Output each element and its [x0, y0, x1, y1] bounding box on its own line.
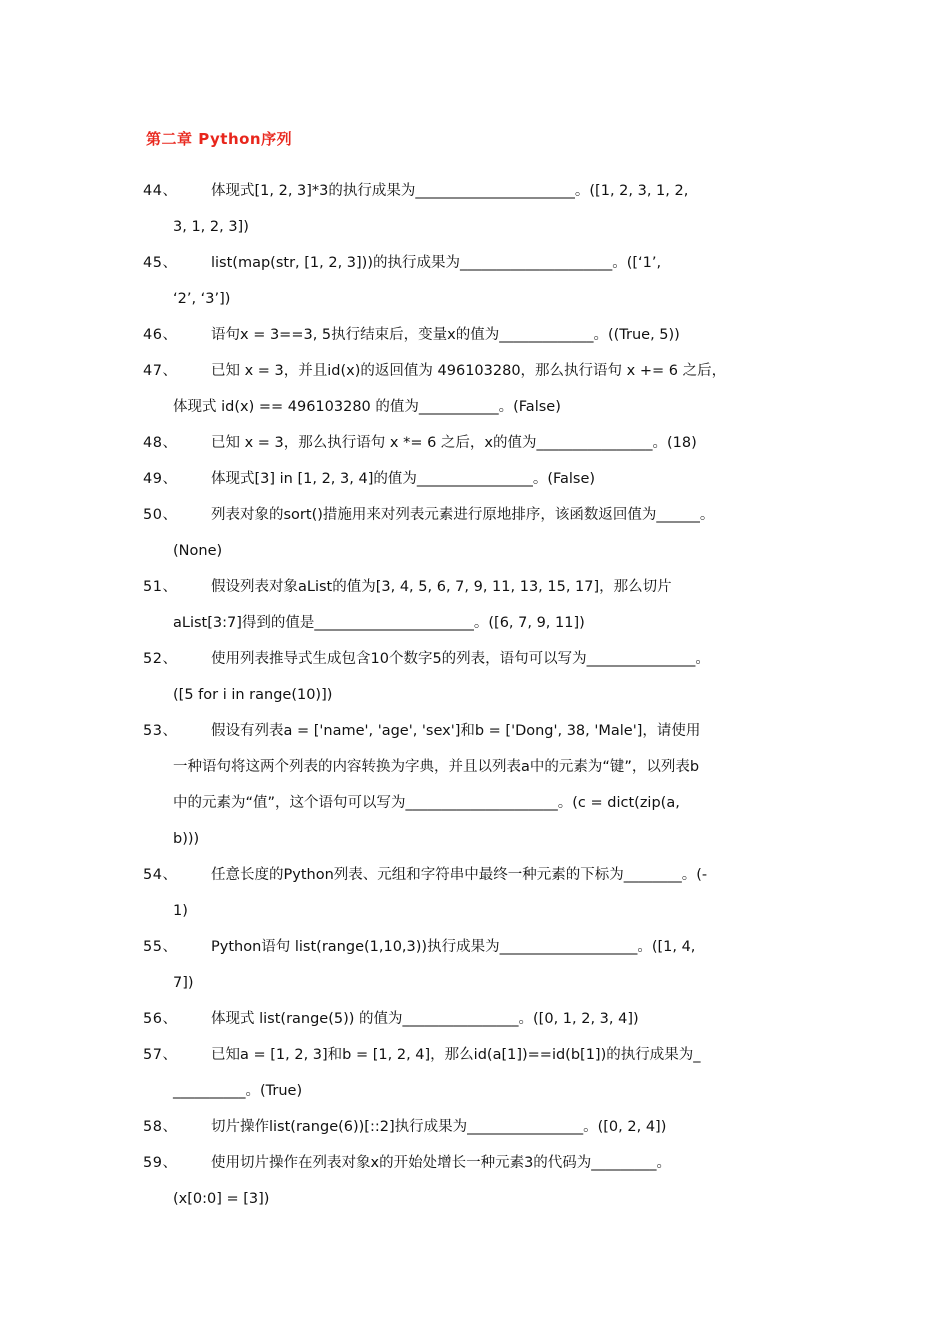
question-number: 49、	[143, 471, 178, 487]
question-text	[143, 461, 813, 497]
question-text	[143, 1001, 813, 1037]
question-item	[143, 353, 813, 425]
question-line: (x[0:0] = [3])	[173, 1191, 270, 1207]
question-line: 任意长度的Python列表、元组和字符串中最终一种元素的下标为________。(-	[211, 867, 708, 883]
question-line: list(map(str, [1, 2, 3]))的执行成果为_____________________。([‘1’,	[211, 255, 662, 271]
question-line: 已知 x = 3，并且id(x)的返回值为 496103280，那么执行语句 x += 6 之后，	[211, 363, 727, 379]
question-text	[143, 173, 813, 245]
question-line: 假设列表对象aList的值为[3, 4, 5, 6, 7, 9, 11, 13, 15, 17]，那么切片	[211, 579, 672, 595]
question-number: 47、	[143, 363, 178, 379]
question-line: 已知 x = 3，那么执行语句 x *= 6 之后，x的值为________________。(18)	[211, 435, 697, 451]
question-text	[143, 929, 813, 1001]
question-number: 59、	[143, 1155, 178, 1171]
question-line: 体现式[1, 2, 3]*3的执行成果为______________________。([1, 2, 3, 1, 2,	[211, 183, 689, 199]
question-text	[143, 1037, 813, 1109]
question-item	[143, 1145, 813, 1217]
chapter-title: 第二章 Python序列	[146, 130, 293, 148]
question-item	[143, 641, 813, 713]
question-line: 一种语句将这两个列表的内容转换为字典，并且以列表a中的元素为“键”，以列表b	[173, 759, 700, 775]
question-list	[143, 173, 813, 1217]
question-line: b)))	[173, 831, 200, 847]
question-line: 切片操作list(range(6))[::2]执行成果为________________。([0, 2, 4])	[211, 1119, 667, 1135]
question-line: 7])	[173, 975, 194, 991]
question-text	[143, 713, 813, 857]
question-line: ‘2’, ‘3’])	[173, 291, 231, 307]
question-item	[143, 713, 813, 857]
question-item	[143, 245, 813, 317]
question-item	[143, 317, 813, 353]
question-line: 假设有列表a = ['name', 'age', 'sex']和b = ['Dong', 38, 'Male']，请使用	[211, 723, 701, 739]
question-number: 57、	[143, 1047, 178, 1063]
question-item	[143, 857, 813, 929]
question-line: __________。(True)	[173, 1083, 303, 1099]
question-text	[143, 1109, 813, 1145]
question-number: 53、	[143, 723, 178, 739]
question-text	[143, 1145, 813, 1217]
question-item	[143, 929, 813, 1001]
question-item	[143, 497, 813, 569]
question-line: 体现式 list(range(5)) 的值为________________。([0, 1, 2, 3, 4])	[211, 1011, 639, 1027]
question-item	[143, 569, 813, 641]
question-number: 55、	[143, 939, 178, 955]
question-item	[143, 461, 813, 497]
question-line: 中的元素为“值”，这个语句可以写为_____________________。(c = dict(zip(a,	[173, 795, 680, 811]
question-text	[143, 569, 813, 641]
question-text	[143, 245, 813, 317]
question-number: 58、	[143, 1119, 178, 1135]
question-item	[143, 1037, 813, 1109]
question-text	[143, 353, 813, 425]
question-number: 46、	[143, 327, 178, 343]
question-number: 51、	[143, 579, 178, 595]
question-text	[143, 641, 813, 713]
question-text	[143, 425, 813, 461]
question-text	[143, 857, 813, 929]
question-number: 50、	[143, 507, 178, 523]
question-number: 52、	[143, 651, 178, 667]
question-number: 44、	[143, 183, 178, 199]
question-line: 使用列表推导式生成包含10个数字5的列表，语句可以写为_______________。	[211, 651, 710, 667]
question-number: 56、	[143, 1011, 178, 1027]
question-line: 列表对象的sort()措施用来对列表元素进行原地排序，该函数返回值为______。	[211, 507, 715, 523]
question-line: 使用切片操作在列表对象x的开始处增长一种元素3的代码为_________。	[211, 1155, 672, 1171]
question-line: aList[3:7]得到的值是______________________。([6, 7, 9, 11])	[173, 615, 585, 631]
question-line: 体现式[3] in [1, 2, 3, 4]的值为________________。(False)	[211, 471, 596, 487]
question-line: ([5 for i in range(10)])	[173, 687, 333, 703]
question-number: 45、	[143, 255, 178, 271]
question-item	[143, 1109, 813, 1145]
question-item	[143, 1001, 813, 1037]
question-line: 体现式 id(x) == 496103280 的值为___________。(False)	[173, 399, 561, 415]
question-text	[143, 497, 813, 569]
question-number: 54、	[143, 867, 178, 883]
question-number: 48、	[143, 435, 178, 451]
question-item	[143, 425, 813, 461]
question-item	[143, 173, 813, 245]
question-line: (None)	[173, 543, 223, 559]
question-text	[143, 317, 813, 353]
question-line: 已知a = [1, 2, 3]和b = [1, 2, 4]，那么id(a[1])==id(b[1])的执行成果为_	[211, 1047, 701, 1063]
question-line: Python语句 list(range(1,10,3))执行成果为___________________。([1, 4,	[211, 939, 696, 955]
question-line: 1)	[173, 903, 188, 919]
question-line: 语句x = 3==3, 5执行结束后，变量x的值为_____________。((True, 5))	[211, 327, 680, 343]
question-line: 3, 1, 2, 3])	[173, 219, 249, 235]
